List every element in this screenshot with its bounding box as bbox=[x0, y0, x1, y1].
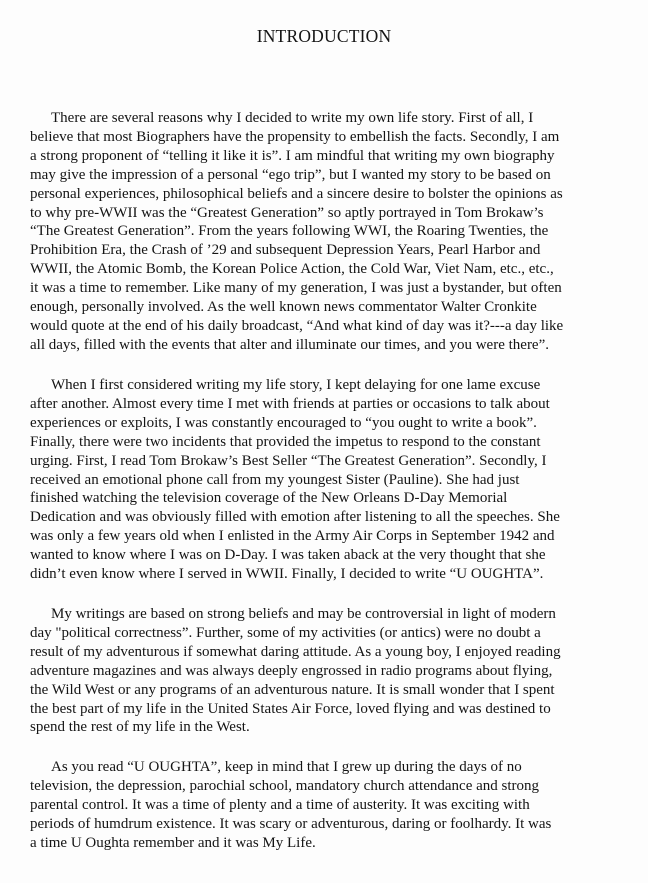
paragraph-line: spend the rest of my life in the West. bbox=[30, 719, 250, 736]
paragraph-line: would quote at the end of his daily broadcast, “And what kind of day was it?---a day like bbox=[30, 317, 564, 334]
paragraph-line: it was a time to remember. Like many of my generation, I was just a bystander, but often bbox=[30, 280, 562, 297]
paragraph-line: to why pre-WWII was the “Greatest Generation” so aptly portrayed in Tom Brokaw’s bbox=[30, 204, 544, 221]
paragraph-line: enough, personally involved. As the well known news commentator Walter Cronkite bbox=[30, 299, 537, 316]
paragraph-line: television, the depression, parochial school, mandatory church attendance and strong bbox=[30, 777, 540, 794]
paragraph-line: Dedication and was obviously filled with emotion after listening to all the speeches. She bbox=[30, 509, 560, 526]
paragraph-line: all days, filled with the events that alter and illuminate our times, and you were there”. bbox=[30, 336, 550, 353]
paragraph-closing bbox=[30, 758, 630, 853]
paragraph-line: periods of humdrum existence. It was scary or adventurous, daring or foolhardy. It was bbox=[30, 815, 552, 832]
paragraph-line: My writings are based on strong beliefs and may be controversial in light of modern bbox=[51, 606, 556, 622]
paragraph-line: Prohibition Era, the Crash of ’29 and subsequent Depression Years, Pearl Harbor and bbox=[30, 242, 541, 259]
paragraph-motivation bbox=[30, 376, 630, 584]
paragraph-line: adventure magazines and was always deeply engrossed in radio programs about flying, bbox=[30, 662, 553, 679]
paragraph-line: a strong proponent of “telling it like it is”. I am mindful that writing my own biography bbox=[30, 147, 555, 164]
paragraph-line: the Wild West or any programs of an adventurous nature. It is small wonder that I spent bbox=[30, 681, 555, 698]
paragraph-line: finished watching the television coverage of the New Orleans D-Day Memorial bbox=[30, 490, 508, 507]
paragraph-line: received an emotional phone call from my youngest Sister (Pauline). She had just bbox=[30, 471, 520, 488]
paragraph-line: a time U Oughta remember and it was My Life. bbox=[30, 834, 316, 851]
paragraph-line: As you read “U OUGHTA”, keep in mind that I grew up during the days of no bbox=[51, 759, 522, 775]
paragraph-line: result of my adventurous if somewhat daring attitude. As a young boy, I enjoyed reading bbox=[30, 643, 561, 660]
paragraph-line: may give the impression of a personal “ego trip”, but I wanted my story to be based on bbox=[30, 166, 551, 183]
paragraph-line: urging. First, I read Tom Brokaw’s Best Seller “The Greatest Generation”. Secondly, I bbox=[30, 452, 547, 469]
paragraph-line: after another. Almost every time I met with friends at parties or occasions to talk about bbox=[30, 395, 550, 412]
paragraph-line: believe that most Biographers have the propensity to embellish the facts. Secondly, I am bbox=[30, 128, 560, 145]
paragraph-line: wanted to know where I was on D-Day. I was taken aback at the very thought that she bbox=[30, 547, 546, 564]
paragraph-line: parental control. It was a time of plenty and a time of austerity. It was exciting with bbox=[30, 796, 530, 813]
paragraph-line: WWII, the Atomic Bomb, the Korean Police Action, the Cold War, Viet Nam, etc., etc., bbox=[30, 261, 554, 278]
paragraph-line: personal experiences, philosophical beliefs and a sincere desire to bolster the opinions as bbox=[30, 185, 563, 202]
paragraph-beliefs bbox=[30, 605, 630, 737]
paragraph-line: “The Greatest Generation”. From the years following WWI, the Roaring Twenties, the bbox=[30, 223, 549, 240]
paragraph-line: the best part of my life in the United States Air Force, loved flying and was destined to bbox=[30, 700, 551, 717]
paragraph-line: experiences or exploits, I was constantly encouraged to “you ought to write a book”. bbox=[30, 414, 537, 431]
paragraph-line: was only a few years old when I enlisted in the Army Air Corps in September 1942 and bbox=[30, 528, 555, 545]
paragraph-line: There are several reasons why I decided to write my own life story. First of all, I bbox=[51, 110, 534, 126]
paragraph-reasons bbox=[30, 109, 630, 355]
paragraph-line: When I first considered writing my life story, I kept delaying for one lame excuse bbox=[51, 377, 541, 393]
paragraph-line: day "political correctness”. Further, some of my activities (or antics) were no doubt a bbox=[30, 624, 541, 641]
paragraph-line: didn’t even know where I served in WWII. Finally, I decided to write “U OUGHTA”. bbox=[30, 566, 544, 583]
page-title: INTRODUCTION bbox=[256, 26, 392, 46]
paragraph-line: Finally, there were two incidents that provided the impetus to respond to the constant bbox=[30, 433, 541, 450]
